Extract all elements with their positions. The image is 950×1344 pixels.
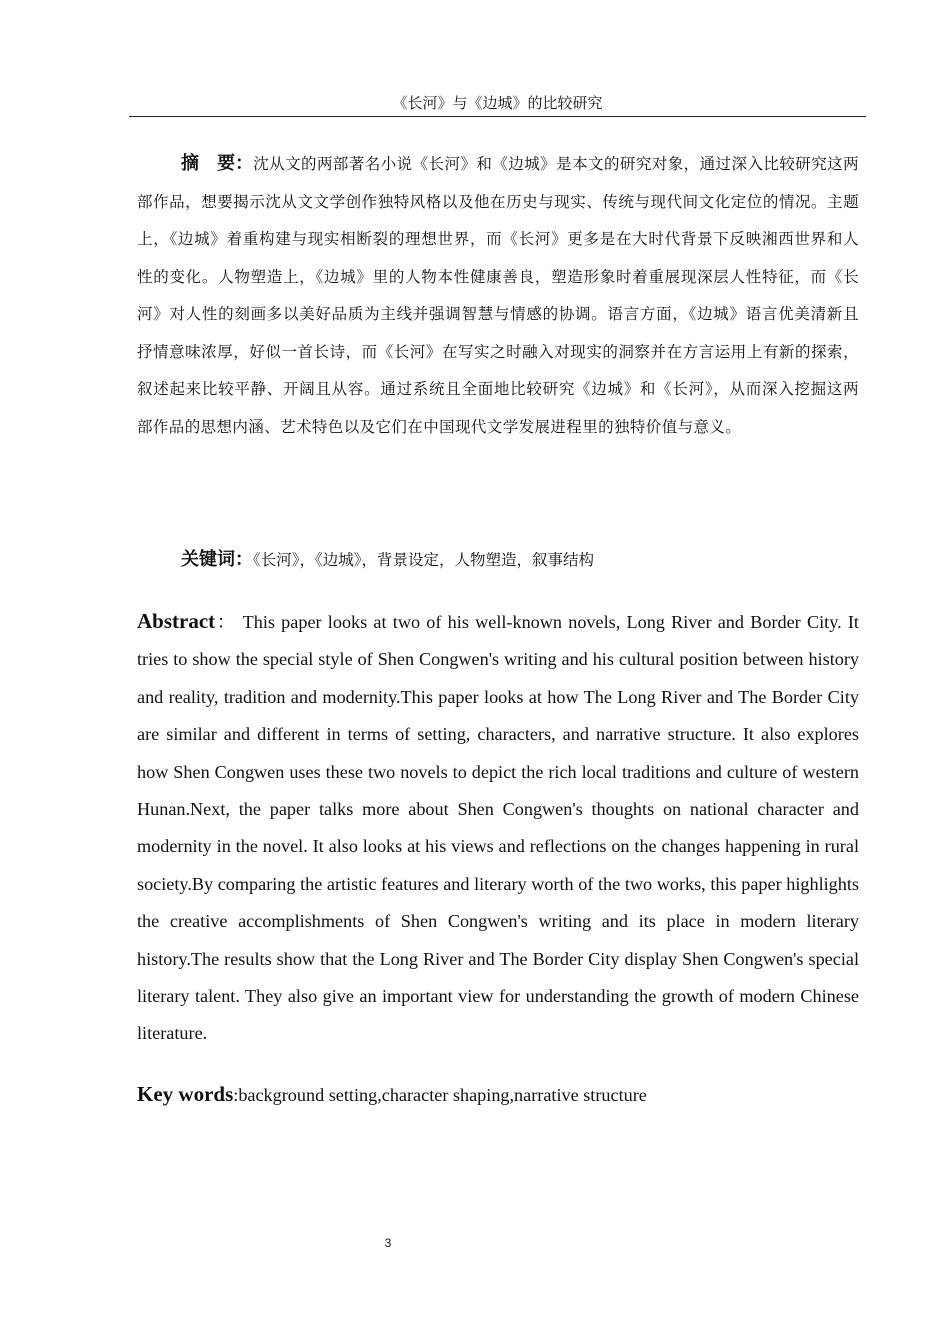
chinese-keywords: [181, 542, 861, 578]
english-abstract-text: This paper looks at two of his well-known novels, Long River and Border City. It tries to show the special style of Shen Congwen's writing and his cultural position between history and reality, tradition and modernity.This paper looks at how The Long River and The Border City are similar and different in terms of setting, characters, and narrative structure. It also explores how Shen Congwen uses these two novels to depict the rich local traditions and culture of western Hunan.Next, the paper talks more about Shen Congwen's thoughts on national character and modernity in the novel. It also looks at his views and reflections on the changes happening in rural society.By comparing the artistic features and literary worth of the two works, this paper highlights the creative accomplishments of Shen Congwen's writing and its place in modern literary history.The results show that the Long River and The Border City display Shen Congwen's special literary talent. They also give an important view for understanding the growth of modern Chinese literature.: [137, 612, 859, 1044]
running-title: 《长河》与《边城》的比较研究: [392, 94, 603, 112]
english-keywords-separator: :: [233, 1085, 239, 1105]
running-header: [129, 92, 866, 117]
chinese-keywords-label: 关键词：: [181, 549, 253, 570]
english-keywords-label: Key words: [137, 1082, 234, 1106]
english-abstract-label: Abstract: [137, 609, 216, 633]
chinese-abstract-label: 摘 要：: [181, 153, 254, 174]
english-abstract-separator: ：: [215, 612, 237, 632]
chinese-abstract-text: 沈从文的两部著名小说《长河》和《边城》是本文的研究对象，通过深入比较研究这两部作品，想要揭示沈从文文学创作独特风格以及他在历史与现实、传统与现代间文化定位的情况。主题上，《边城》着重构建与现实相断裂的理想世界，而《长河》更多是在大时代背景下反映湘西世界和人性的变化。人物塑造上，《边城》里的人物本性健康善良，塑造形象时着重展现深层人性特征，而《长河》对人性的刻画多以美好品质为主线并强调智慧与情感的协调。语言方面，《边城》语言优美清新且抒情意味浓厚，好似一首长诗，而《长河》在写实之时融入对现实的洞察并在方言运用上有新的探索，叙述起来比较平静、开阔且从容。通过系统且全面地比较研究《边城》和《长河》，从而深入挖掘这两部作品的思想内涵、艺术特色以及它们在中国现代文学发展进程里的独特价值与意义。: [137, 155, 860, 436]
chinese-abstract: [137, 145, 859, 446]
english-keywords: [137, 1076, 859, 1113]
chinese-keywords-text: 《长河》，《边城》，背景设定，人物塑造，叙事结构: [253, 551, 595, 569]
english-keywords-text: background setting,character shaping,narrative structure: [238, 1085, 647, 1105]
english-abstract: [137, 603, 859, 1053]
page-number: 3: [384, 1236, 392, 1250]
